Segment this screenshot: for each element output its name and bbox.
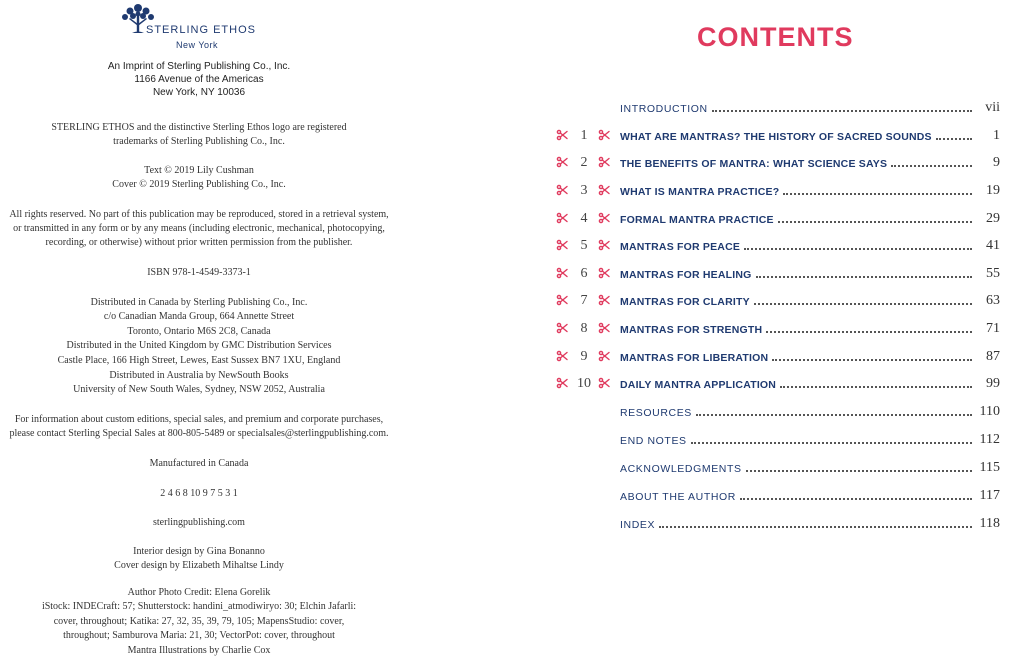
toc-entry[interactable]: [556, 153, 1000, 173]
chapter-number: 7: [580, 293, 588, 308]
toc-page-number: 19: [986, 183, 1000, 198]
rights-line: All rights reserved. No part of this publication may be reproduced, stored in a retrieval system,: [9, 209, 389, 220]
distribution-line: Distributed in Canada by Sterling Publishing Co., Inc.: [90, 297, 308, 308]
chapter-number: 4: [580, 211, 588, 226]
toc-leader-line: [620, 458, 976, 478]
toc-entry[interactable]: [556, 181, 1000, 201]
toc-title: MANTRAS FOR PEACE: [620, 241, 741, 253]
chapter-number-group: [556, 181, 612, 201]
toc-page-number: 71: [986, 321, 1000, 336]
toc-leader-line: [620, 181, 976, 201]
design-credit: Interior design by Gina Bonanno: [133, 546, 265, 557]
scissor-ornament-icon: [598, 212, 610, 224]
distribution-line: University of New South Wales, Sydney, NSW 2052, Australia: [73, 384, 325, 395]
chapter-number: 8: [580, 321, 588, 336]
toc-page-number: 99: [986, 376, 1000, 391]
scissor-ornament-icon: [556, 212, 568, 224]
toc-page-number: 63: [986, 293, 1000, 308]
photo-credit: cover, throughout; Katika: 27, 32, 35, 39, 79, 105; MapensStudio: cover,: [53, 616, 345, 627]
distribution-line: c/o Canadian Manda Group, 664 Annette Street: [103, 311, 295, 322]
toc-page-number: 55: [986, 266, 1000, 281]
dot-leader: [756, 276, 972, 278]
toc-leader-line: [620, 430, 976, 450]
scissor-ornament-icon: [556, 350, 568, 362]
trademark-line: trademarks of Sterling Publishing Co., Inc.: [113, 136, 285, 147]
toc-page-number: 115: [979, 460, 1000, 475]
dot-leader: [936, 138, 972, 140]
chapter-number-group: [556, 126, 612, 146]
toc-leader-line: [620, 126, 976, 146]
website-line: sterlingpublishing.com: [153, 517, 245, 528]
toc-page-number: 117: [979, 488, 1000, 503]
dot-leader: [746, 470, 972, 472]
toc-entry[interactable]: [556, 486, 1000, 506]
toc-entry[interactable]: [556, 319, 1000, 339]
toc-entry[interactable]: [556, 126, 1000, 146]
chapter-number: 2: [580, 155, 588, 170]
scissor-ornament-icon: [598, 184, 610, 196]
copyright-page: [0, 0, 398, 665]
toc-page-number: 9: [993, 155, 1000, 170]
dot-leader: [754, 303, 972, 305]
imprint-line: An Imprint of Sterling Publishing Co., Inc.: [107, 61, 291, 72]
toc-title: WHAT IS MANTRA PRACTICE?: [620, 186, 780, 198]
toc-title: FORMAL MANTRA PRACTICE: [620, 214, 774, 226]
distribution-line: Distributed in the United Kingdom by GMC Distribution Services: [66, 340, 332, 351]
chapter-number: 3: [580, 183, 588, 198]
dot-leader: [783, 193, 972, 195]
toc-title: RESOURCES: [620, 407, 692, 419]
toc-leader-line: [620, 486, 976, 506]
toc-page-number: 41: [986, 238, 1000, 253]
toc-entry[interactable]: [556, 264, 1000, 284]
scissor-ornament-icon: [598, 350, 610, 362]
toc-entry[interactable]: [556, 402, 1000, 422]
imprint-line: New York, NY 10036: [152, 87, 246, 98]
toc-title: MANTRAS FOR STRENGTH: [620, 324, 763, 336]
chapter-number-group: [556, 264, 612, 284]
toc-entry[interactable]: [556, 98, 1000, 118]
dot-leader: [778, 221, 972, 223]
scissor-ornament-icon: [556, 156, 568, 168]
toc-title: END NOTES: [620, 435, 687, 447]
toc-title: INDEX: [620, 519, 656, 531]
dot-leader: [712, 110, 972, 112]
dot-leader: [780, 386, 972, 388]
scissor-ornament-icon: [598, 322, 610, 334]
dot-leader: [691, 442, 972, 444]
toc-leader-line: [620, 209, 976, 229]
scissor-ornament-icon: [556, 322, 568, 334]
dot-leader: [740, 498, 972, 500]
toc-entry[interactable]: [556, 458, 1000, 478]
imprint-line: 1166 Avenue of the Americas: [134, 74, 264, 85]
toc-page-number: vii: [985, 100, 1000, 115]
chapter-number: 1: [580, 128, 588, 143]
chapter-number: 10: [577, 376, 591, 391]
toc-page-number: 29: [986, 211, 1000, 226]
scissor-ornament-icon: [598, 267, 610, 279]
toc-page-number: 118: [979, 516, 1000, 531]
scissor-ornament-icon: [598, 239, 610, 251]
isbn: ISBN 978-1-4549-3373-1: [147, 267, 251, 278]
chapter-number: 5: [580, 238, 588, 253]
chapter-number-group: [556, 209, 612, 229]
chapter-number-group: [556, 153, 612, 173]
chapter-number: 6: [580, 266, 588, 281]
dot-leader: [766, 331, 972, 333]
toc-page-number: 112: [979, 432, 1000, 447]
toc-entry[interactable]: [556, 236, 1000, 256]
scissor-ornament-icon: [556, 129, 568, 141]
toc-entry[interactable]: [556, 514, 1000, 534]
toc-entry[interactable]: [556, 347, 1000, 367]
toc-page-number: 110: [979, 404, 1000, 419]
distribution-line: Toronto, Ontario M6S 2C8, Canada: [127, 326, 271, 337]
photo-credit: iStock: INDECraft: 57; Shutterstock: handini_atmodiwiryo: 30; Elchin Jafarli:: [41, 601, 357, 612]
contents-title: CONTENTS: [697, 22, 854, 52]
dot-leader: [744, 248, 972, 250]
design-credit: Cover design by Elizabeth Mihaltse Lindy: [114, 560, 284, 571]
chapter-number-group: [556, 236, 612, 256]
rights-line: recording, or otherwise) without prior written permission from the publisher.: [45, 237, 353, 248]
toc-leader-line: [620, 514, 976, 534]
toc-title: THE BENEFITS OF MANTRA: WHAT SCIENCE SAYS: [620, 158, 888, 170]
toc-title: DAILY MANTRA APPLICATION: [620, 379, 777, 391]
chapter-number-group: [556, 347, 612, 367]
scissor-ornament-icon: [556, 377, 568, 389]
toc-leader-line: [620, 153, 976, 173]
toc-title: MANTRAS FOR LIBERATION: [620, 352, 769, 364]
distribution-line: Distributed in Australia by NewSouth Books: [109, 370, 289, 381]
toc-page-number: 87: [986, 349, 1000, 364]
photo-credit: throughout; Samburova Maria: 21, 30; VectorPot: cover, throughout: [63, 630, 335, 641]
toc-title: ACKNOWLEDGMENTS: [620, 463, 742, 475]
scissor-ornament-icon: [556, 184, 568, 196]
toc-page-number: 1: [993, 128, 1000, 143]
toc-title: INTRODUCTION: [620, 103, 708, 115]
publisher-logo-city: New York: [176, 40, 219, 50]
cover-copyright: Cover © 2019 Sterling Publishing Co., Inc.: [112, 179, 286, 190]
toc-title: ABOUT THE AUTHOR: [620, 491, 736, 503]
chapter-number-group: [556, 291, 612, 311]
printing-line: 2 4 6 8 10 9 7 5 3 1: [160, 488, 238, 499]
toc-leader-line: [620, 236, 976, 256]
special-sales-line: please contact Sterling Special Sales at 800-805-5489 or specialsales@sterlingpublishing.com.: [9, 428, 389, 439]
chapter-number-group: [556, 374, 612, 394]
trademark-line: STERLING ETHOS and the distinctive Sterling Ethos logo are registered: [51, 122, 347, 133]
toc-leader-line: [620, 374, 976, 394]
scissor-ornament-icon: [556, 294, 568, 306]
toc-leader-line: [620, 291, 976, 311]
distribution-line: Castle Place, 166 High Street, Lewes, East Sussex BN7 1XU, England: [57, 355, 341, 366]
toc-leader-line: [620, 319, 976, 339]
chapter-number: 9: [580, 349, 588, 364]
scissor-ornament-icon: [598, 377, 610, 389]
toc-title: WHAT ARE MANTRAS? THE HISTORY OF SACRED SOUNDS: [620, 131, 932, 143]
toc-entry[interactable]: [556, 209, 1000, 229]
dot-leader: [891, 165, 972, 167]
toc-title: MANTRAS FOR CLARITY: [620, 296, 750, 308]
illustration-credit: Mantra Illustrations by Charlie Cox: [127, 645, 271, 656]
text-copyright: Text © 2019 Lily Cushman: [144, 165, 254, 176]
special-sales-line: For information about custom editions, special sales, and premium and corporate purchases,: [14, 414, 384, 425]
toc-leader-line: [620, 402, 976, 422]
scissor-ornament-icon: [556, 239, 568, 251]
dot-leader: [772, 359, 972, 361]
toc-title: MANTRAS FOR HEALING: [620, 269, 752, 281]
chapter-number-group: [556, 319, 612, 339]
toc-entry[interactable]: [556, 291, 1000, 311]
scissor-ornament-icon: [598, 156, 610, 168]
toc-leader-line: [620, 347, 976, 367]
scissor-ornament-icon: [598, 294, 610, 306]
toc-entry[interactable]: [556, 430, 1000, 450]
dot-leader: [696, 414, 972, 416]
toc-entry[interactable]: [556, 374, 1000, 394]
toc-leader-line: [620, 264, 976, 284]
scissor-ornament-icon: [556, 267, 568, 279]
publisher-logo-text: STERLING ETHOS: [146, 24, 256, 36]
dot-leader: [659, 526, 972, 528]
manufactured-line: Manufactured in Canada: [149, 458, 249, 469]
photo-credit: Author Photo Credit: Elena Gorelik: [127, 587, 271, 598]
scissor-ornament-icon: [598, 129, 610, 141]
toc-leader-line: [620, 98, 976, 118]
rights-line: or transmitted in any form or by any means (including electronic, mechanical, photocopying,: [13, 223, 385, 234]
